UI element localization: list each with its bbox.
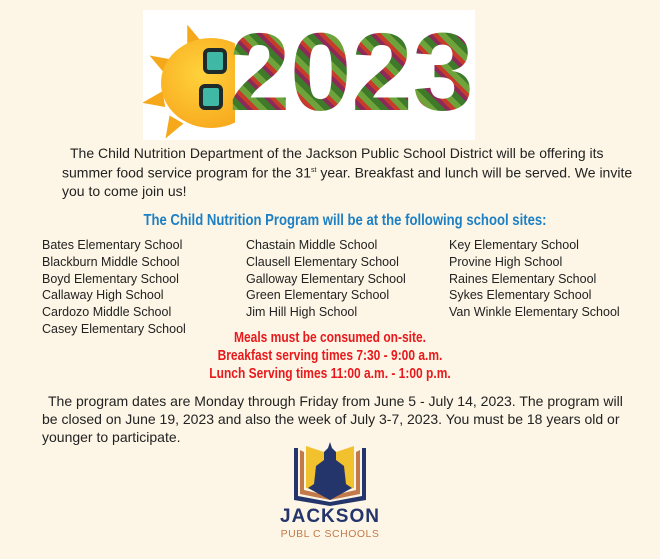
school-item: Clausell Elementary School: [246, 254, 399, 269]
school-list-col2: [246, 237, 406, 321]
school-item: Bates Elementary School: [42, 238, 183, 252]
logo-name: JACKSON: [280, 506, 380, 527]
school-list-col1: [42, 237, 186, 338]
breakfast-times: Breakfast serving times 7:30 - 9:00 a.m.: [217, 347, 443, 364]
school-item: Jim Hill High School: [246, 305, 358, 320]
school-item: Green Elementary School: [246, 288, 390, 303]
lunch-times: Lunch Serving times 11:00 a.m. - 1:00 p.m.: [209, 365, 451, 382]
school-item: Casey Elementary School: [42, 321, 186, 336]
school-sites-heading: The Child Nutrition Program will be at the following school sites:: [143, 212, 547, 229]
sun-with-sunglasses-icon: [143, 10, 235, 140]
school-item: Van Winkle Elementary School: [449, 305, 620, 320]
program-dates-paragraph: The program dates are Monday through Friday from June 5 - July 14, 2023. The program will be closed on June 19, 2023 and also the week of July 3-7, 2023. You must be 18 years old or younger to participate.: [42, 393, 623, 445]
school-item: Key Elementary School: [449, 238, 579, 252]
school-item: Boyd Elementary School: [42, 271, 179, 286]
school-item: Callaway High School: [42, 288, 164, 303]
school-list-col3: [449, 237, 620, 321]
school-item: Raines Elementary School: [449, 271, 597, 286]
school-item: Provine High School: [449, 254, 563, 269]
school-item: Cardozo Middle School: [42, 305, 172, 320]
school-item: Blackburn Middle School: [42, 254, 180, 269]
school-item: Galloway Elementary School: [246, 271, 406, 286]
year-graphic: 2023: [229, 11, 474, 134]
summer-2023-banner: [143, 10, 475, 140]
onsite-notice: Meals must be consumed on-site.: [233, 329, 427, 346]
school-item: Chastain Middle School: [246, 238, 378, 252]
logo-subtitle: PUBL C SCHOOLS: [280, 528, 380, 540]
school-item: Sykes Elementary School: [449, 288, 592, 303]
intro-paragraph: The Child Nutrition Department of the Jackson Public School District will be offering its summer food service program for the 31st year. Breakfast and lunch will be served. We invite you to come join us!: [62, 145, 633, 199]
jackson-public-schools-logo: [290, 440, 370, 512]
